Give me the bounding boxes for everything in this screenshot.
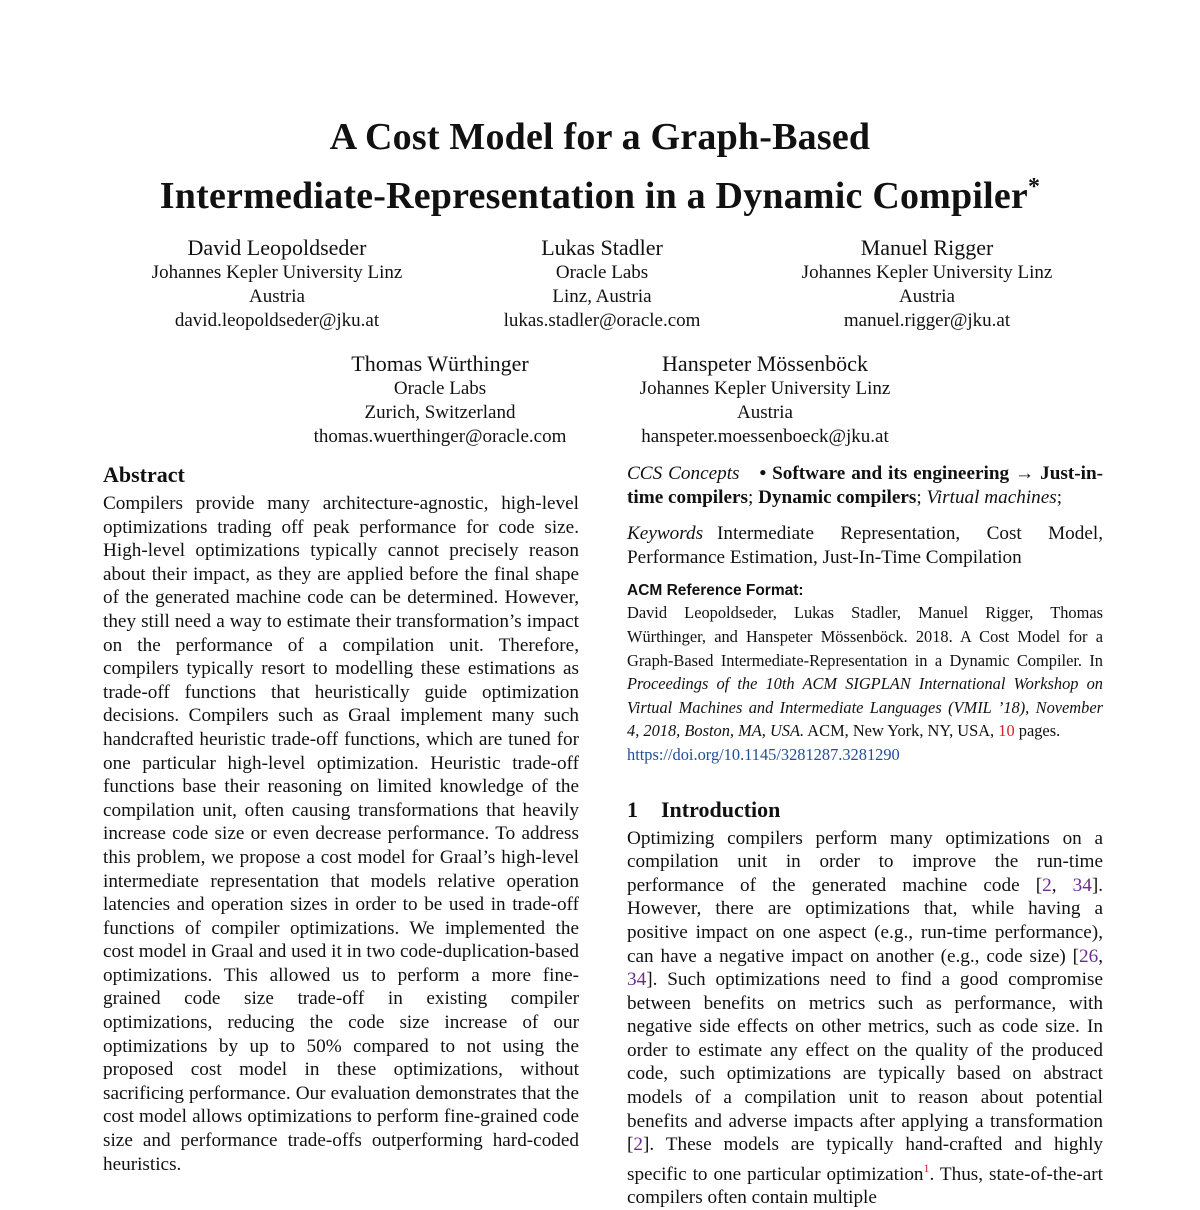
acm-reference-text bbox=[627, 601, 1103, 766]
ccs-concept-2: Dynamic compilers bbox=[758, 486, 917, 508]
ccs-label: CCS Concepts bbox=[627, 463, 740, 484]
author-location: Austria bbox=[737, 402, 793, 423]
intro-seg: ]. These models are typically hand-crafted and highly specific to one particular optimization bbox=[627, 1134, 1103, 1185]
author-location: Zurich, Switzerland bbox=[364, 402, 516, 423]
introduction-heading bbox=[627, 795, 1103, 825]
section-title: Introduction bbox=[661, 796, 781, 822]
keywords-text: Intermediate Representation, Cost Model, Performance Estimation, Just-In-Time Compilation bbox=[627, 523, 1103, 568]
author-affiliation: Johannes Kepler University Linz bbox=[639, 378, 891, 399]
intro-seg: . Thus, state-of-the-art compilers often contain multiple bbox=[627, 1163, 1103, 1209]
intro-seg: ]. Such optimizations need to find a good compromise between benefits on metrics such as performance, with negative side effects on other metrics, such as code size. In order to estimate any effect on the quality of the produced code, such optimizations are typically based on abstract models of a compilation unit to reason about potential benefits and adverse impacts after applying a transformation [ bbox=[627, 969, 1103, 1156]
left-column bbox=[103, 460, 579, 1176]
abstract-text: Compilers provide many architecture-agnostic, high-level optimizations trading off peak performance for code size. High-level optimizations typically cannot precisely reason about their impact, as they are applied before the final shape of the generated machine code can be determined. However, they still need a way to estimate their transformation’s impact on the performance of a compilation unit. Therefore, compilers typically resort to modelling these estimations as trade-off functions that heuristically guide optimization decisions. Compilers such as Graal implement many such handcrafted heuristic trade-off functions, which are tuned for one particular high-level optimization. Heuristic trade-off functions base their reasoning on limited knowledge of the compilation unit, often causing transformations that heavily increase code size or even decrease performance. To address this problem, we propose a cost model for Graal’s high-level intermediate representation that models relative operation latencies and operation sizes in order to be used in trade-off functions of compiler optimizations. We implemented the cost model in Graal and used it in two code-duplication-based optimizations. This allowed us to perform a more fine-grained code size trade-off in existing compiler optimizations, reducing the code size increase of our optimizations by up to 50% compared to not using the proposed cost model in these optimizations, without sacrificing performance. Our evaluation demonstrates that the cost model allows optimizations to perform fine-grained code size and performance trade-offs outperforming hard-coded heuristics. bbox=[103, 493, 579, 1175]
author-block bbox=[777, 235, 1077, 333]
right-column bbox=[627, 462, 1103, 1210]
ccs-end: ; bbox=[1056, 486, 1063, 508]
keywords bbox=[627, 522, 1103, 569]
footnote-link[interactable]: 1 bbox=[923, 1160, 930, 1175]
ccs-bullet: • bbox=[759, 463, 767, 484]
acm-reference-heading: ACM Reference Format: bbox=[627, 582, 804, 600]
cite-sep: , bbox=[1098, 945, 1103, 967]
author-name: Thomas Würthinger bbox=[351, 351, 529, 376]
author-email: manuel.rigger@jku.at bbox=[843, 310, 1011, 331]
acm-ref-pages-word: pages. bbox=[1014, 721, 1061, 741]
author-location: Austria bbox=[249, 286, 305, 307]
ccs-concept-1: Software and its engineering → Just-in-time compilers bbox=[627, 463, 1104, 508]
ccs-separator: ; bbox=[916, 486, 927, 508]
introduction-text bbox=[627, 827, 1103, 1210]
acm-ref-pages-link[interactable]: 10 bbox=[998, 721, 1015, 741]
intro-seg: ]. However, there are optimizations that, while having a positive impact on one aspect (e.g., run-time performance), can have a negative impact on another (e.g., code size) [ bbox=[627, 874, 1103, 967]
title-line-2-text: Intermediate-Representation in a Dynamic Compiler bbox=[159, 175, 1028, 217]
citation-link[interactable]: 34 bbox=[1072, 874, 1092, 896]
citation-link[interactable]: 2 bbox=[633, 1134, 643, 1156]
author-name: Hanspeter Mössenböck bbox=[662, 351, 868, 376]
citation-link[interactable]: 34 bbox=[627, 969, 647, 991]
ccs-separator: ; bbox=[747, 486, 759, 508]
ccs-concepts bbox=[627, 462, 1103, 509]
author-name: Manuel Rigger bbox=[860, 235, 994, 260]
author-block bbox=[452, 235, 752, 333]
title-footnote-mark: * bbox=[1028, 174, 1041, 200]
author-block bbox=[290, 351, 590, 449]
author-location: Linz, Austria bbox=[552, 286, 652, 307]
author-email: david.leopoldseder@jku.at bbox=[174, 310, 380, 331]
author-affiliation: Oracle Labs bbox=[393, 378, 487, 399]
author-block bbox=[127, 235, 427, 333]
author-email: thomas.wuerthinger@oracle.com bbox=[313, 426, 567, 447]
citation-link[interactable]: 2 bbox=[1042, 874, 1052, 896]
acm-ref-publisher: ACM, New York, NY, USA, bbox=[804, 721, 999, 741]
author-affiliation: Johannes Kepler University Linz bbox=[151, 262, 403, 283]
author-location: Austria bbox=[899, 286, 955, 307]
author-email: lukas.stadler@oracle.com bbox=[503, 310, 701, 331]
doi-link[interactable]: https://doi.org/10.1145/3281287.3281290 bbox=[627, 744, 900, 764]
title-line-2 bbox=[0, 162, 1200, 221]
acm-ref-plain: David Leopoldseder, Lukas Stadler, Manuel Rigger, Thomas Würthinger, and Hanspeter Mössenböck. 2018. A Cost Model for a Graph-Based Intermediate-Representation in a Dynamic Compiler. In bbox=[627, 603, 1103, 670]
keywords-label: Keywords bbox=[627, 523, 704, 545]
author-name: Lukas Stadler bbox=[541, 235, 663, 260]
title-line-1: A Cost Model for a Graph-Based bbox=[329, 116, 871, 158]
author-name: David Leopoldseder bbox=[187, 235, 367, 260]
acm-ref-proceedings: Proceedings of the 10th ACM SIGPLAN International Workshop on Virtual Machines and Intermediate Languages (VMIL ’18), November 4, 2018, Boston, MA, USA. bbox=[627, 674, 1103, 741]
author-affiliation: Oracle Labs bbox=[555, 262, 649, 283]
paper-title bbox=[0, 112, 1200, 221]
citation-link[interactable]: 26 bbox=[1079, 945, 1099, 967]
intro-seg: Optimizing compilers perform many optimizations on a compilation unit in order to improve the run-time performance of the generated machine code [ bbox=[627, 827, 1103, 896]
cite-sep: , bbox=[1051, 874, 1073, 896]
ccs-concept-3: Virtual machines bbox=[926, 486, 1057, 508]
author-email: hanspeter.moessenboeck@jku.at bbox=[641, 426, 889, 447]
author-affiliation: Johannes Kepler University Linz bbox=[801, 262, 1053, 283]
section-number: 1 bbox=[627, 796, 638, 822]
author-block bbox=[615, 351, 915, 449]
abstract-heading: Abstract bbox=[103, 462, 185, 487]
